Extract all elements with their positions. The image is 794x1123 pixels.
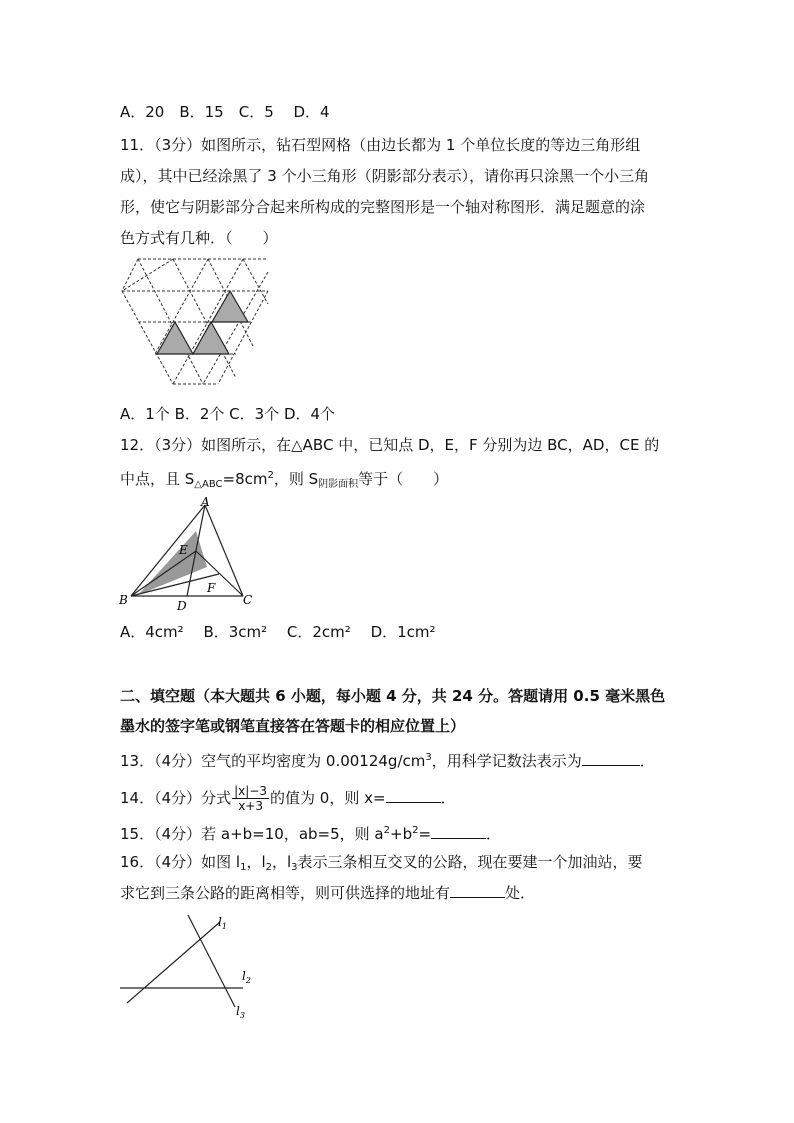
q14-answer-blank[interactable] <box>386 788 441 803</box>
label-l3: $l_3$ <box>236 1004 245 1020</box>
section2-heading-line1: 二、填空题（本大题共 6 小题，每小题 4 分，共 24 分。答题请用 0.5 毫米黑色 <box>120 687 666 705</box>
q12-line2: 中点，且 $S_{\triangle ABC}=8cm^2$，则 $S_{阴影面积}$等于（ ） <box>120 470 449 490</box>
shaded-triangle-1 <box>212 291 248 322</box>
label-f: F <box>207 581 216 595</box>
q16-line1: 16．（4分）如图 $l_1$，$l_2$，$l_3$表示三条相互交叉的公路，现在要建一个加油站，要 <box>120 853 643 873</box>
label-a: A <box>201 496 210 509</box>
label-l2: $l_2$ <box>242 969 251 985</box>
q10-options: A．20 B．15 C．5 D．4 <box>120 103 330 121</box>
q11-line2: 成），其中已经涂黑了 3 个小三角形（阴影部分表示），请你再只涂黑一个小三角 <box>120 167 650 185</box>
three-roads-figure <box>115 910 265 1025</box>
q11-line1: 11．（3分）如图所示，钻石型网格（由边长都为 1 个单位长度的等边三角形组 <box>120 136 641 154</box>
label-d: D <box>177 599 187 613</box>
q16-answer-blank[interactable] <box>450 883 505 898</box>
q14: 14．（4分）分式 $\frac{|x|-3}{x+3}$ 的值为 0，则 x= ． <box>120 784 456 813</box>
q12-line1: 12．（3分）如图所示，在△ABC 中，已知点 D，E，F 分别为边 BC，AD，CE 的 <box>120 436 660 454</box>
q16-line2: 求它到三条公路的距离相等，则可供选择的地址有 处． <box>120 884 536 902</box>
q11-options: A．1个 B．2个 C．3个 D．4个 <box>120 405 336 423</box>
label-b: B <box>119 593 128 607</box>
q13: 13．（4分）空气的平均密度为 $0.00124g/cm^3$，用科学记数法表示为 ． <box>120 752 655 770</box>
triangle-abc-figure <box>115 496 260 614</box>
q11-line3: 形，使它与阴影部分合起来所构成的完整图形是一个轴对称图形．满足题意的涂 <box>120 198 646 216</box>
label-c: C <box>243 593 253 607</box>
road-l1 <box>127 922 220 1003</box>
q15-answer-blank[interactable] <box>431 824 486 839</box>
label-l1: $l_1$ <box>218 915 227 931</box>
q12-options: A．4cm² B．3cm² C．2cm² D．1cm² <box>120 623 436 641</box>
shaded-triangle-2 <box>157 322 193 354</box>
q13-answer-blank[interactable] <box>582 751 640 766</box>
q14-fraction: $\frac{|x|-3}{x+3}$ <box>234 784 268 813</box>
section2-heading-line2: 墨水的签字笔或钢笔直接答在答题卡的相应位置上） <box>120 717 466 735</box>
segment-ec <box>196 551 243 596</box>
label-e: E <box>179 543 188 557</box>
q11-line4: 色方式有几种．（ ） <box>120 229 278 247</box>
triangle-grid-figure <box>118 254 278 389</box>
q15: 15．（4分）若 a+b=10，ab=5，则 $a^2+b^2=$ ． <box>120 825 502 843</box>
